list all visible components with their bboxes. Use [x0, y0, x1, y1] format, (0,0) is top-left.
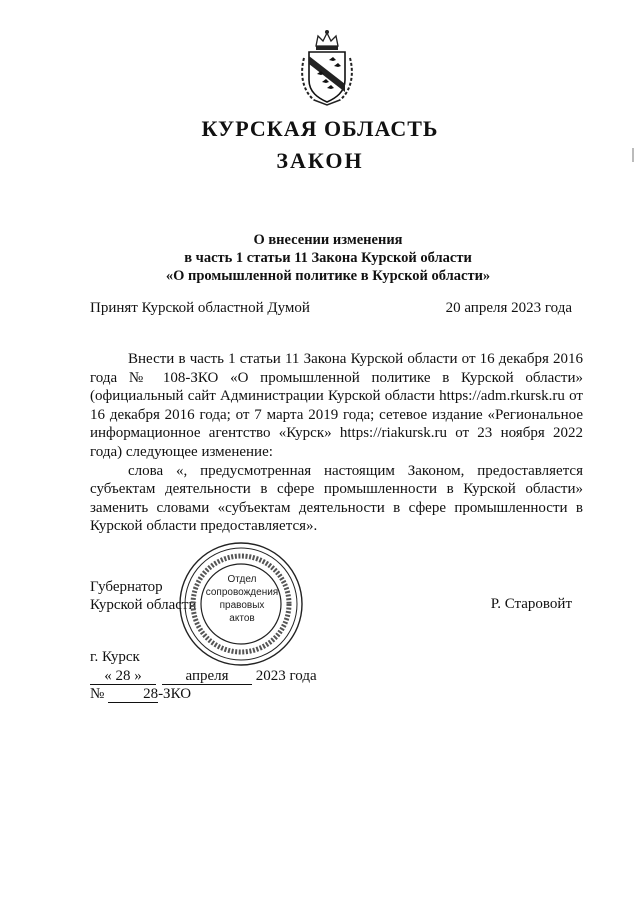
city: г. Курск	[90, 649, 140, 665]
stamp-line-1: Отдел	[227, 574, 257, 585]
date-month: апреля	[162, 669, 252, 685]
law-number	[90, 685, 317, 704]
scan-margin-mark	[632, 148, 634, 162]
subject-line-3: «О промышленной политике в Курской области»	[165, 268, 491, 284]
stamp-line-3: правовых	[219, 600, 265, 611]
stamp-line-2: сопровождения	[205, 587, 279, 598]
subject-line-1: О внесении изменения	[253, 232, 403, 248]
body-paragraph-2: слова «, предусмотренная настоящим Законом, предоставляется субъектам деятельности в сфере промышленности в Курской области» заменить словами «субъектам деятельности в сфере промышленности в Курской области предоставляется».	[90, 462, 583, 535]
law-subject	[0, 231, 640, 285]
document-type-title: ЗАКОН	[276, 148, 364, 173]
adoption-line	[90, 300, 572, 317]
number-suffix: -ЗКО	[158, 686, 192, 702]
region-title: КУРСКАЯ ОБЛАСТЬ	[201, 116, 439, 141]
date-day-open: «	[104, 667, 112, 684]
adoption-date: 20 апреля 2023 года	[445, 300, 572, 316]
place-date-number	[90, 648, 317, 704]
body-paragraph-1: Внести в часть 1 статьи 11 Закона Курской области от 16 декабря 2016 года № 108-ЗКО «О промышленной политике в Курской области» (официальный сайт Администрации Курской области https://adm.rkursk.ru от 16 декабря 2016 года; от 7 марта 2019 года; сетевое издание «Региональное информационное агентство «Курск» https://riakursk.ru от 23 ноября 2022 года) следующее изменение:	[90, 351, 583, 460]
stamp-line-4: актов	[229, 613, 255, 624]
law-body	[90, 350, 583, 536]
date-year: 2023 года	[255, 667, 317, 684]
signing-date	[90, 667, 317, 686]
coat-of-arms-icon	[296, 28, 358, 108]
number-prefix: №	[90, 686, 105, 702]
subject-line-2: в часть 1 статьи 11 Закона Курской области	[184, 250, 472, 266]
number-value: 28	[108, 687, 158, 703]
date-day: 28	[115, 667, 131, 684]
date-day-field	[90, 669, 156, 685]
signatory-name: Р. Старовойт	[490, 596, 572, 612]
stamp-text	[199, 573, 285, 625]
adopted-by: Принят Курской областной Думой	[90, 300, 310, 316]
signatory-position-line-1: Губернатор	[90, 579, 163, 595]
date-day-close: »	[134, 667, 142, 684]
signatory-position-line-2: Курской области	[90, 597, 197, 613]
